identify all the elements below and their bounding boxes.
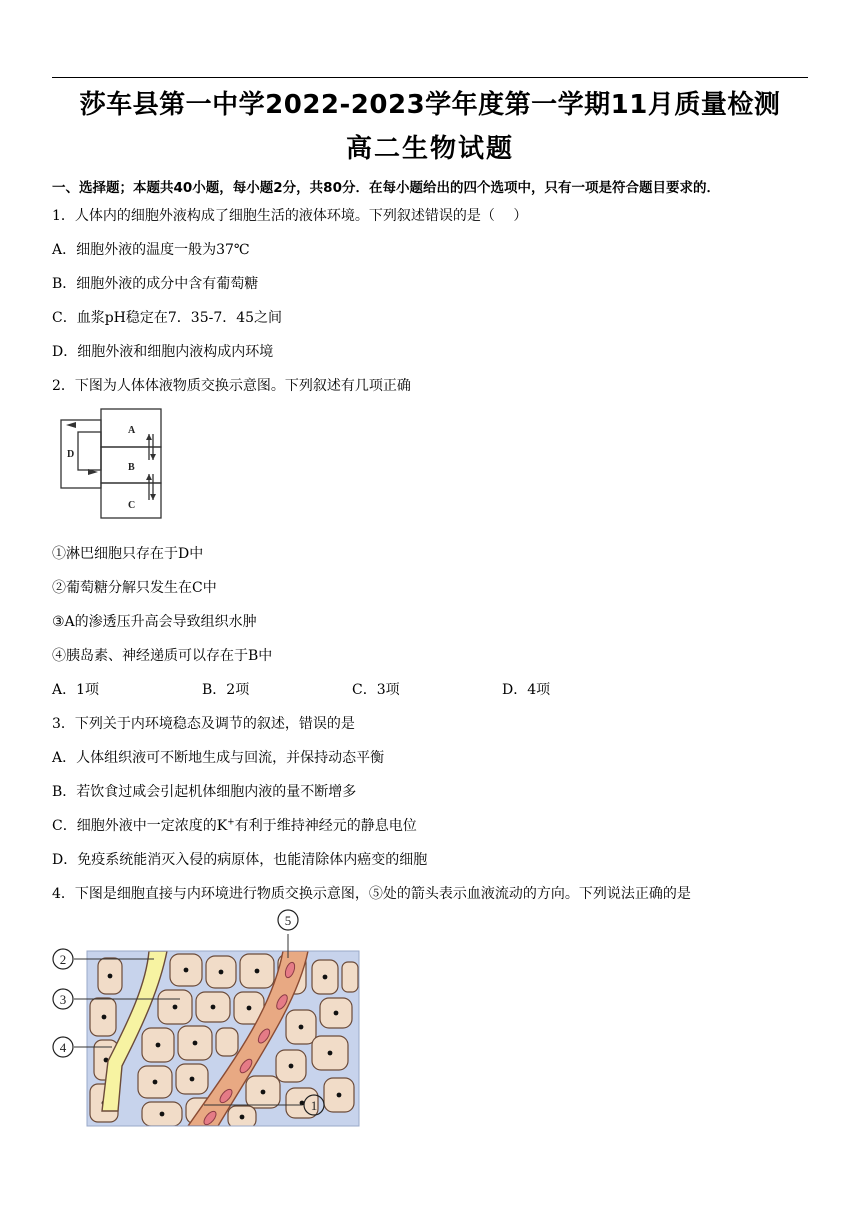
- page-subtitle: 高二生物试题: [345, 134, 514, 164]
- q3-option-c: [52, 815, 417, 835]
- q3-option-c-tail: 有利于维持神经元的静息电位: [234, 818, 417, 834]
- q3-option-a: A．人体组织液可不断地生成与回流，并保持动态平衡: [52, 750, 385, 766]
- q2-fluid-exchange-diagram: [56, 406, 180, 524]
- q3-option-d: D．免疫系统能消灭入侵的病原体，也能清除体内癌变的细胞: [52, 852, 428, 868]
- q3-option-c-sup: +: [227, 817, 235, 828]
- q2-statement-1: ①淋巴细胞只存在于D中: [52, 546, 204, 562]
- q4-circle-4-digit: 4: [59, 1040, 67, 1055]
- header-rule: [52, 77, 808, 78]
- q1-option-d: D．细胞外液和细胞内液构成内环境: [52, 344, 274, 360]
- page-title: 莎车县第一中学2022-2023学年度第一学期11月质量检测: [79, 90, 781, 120]
- section-heading: 一、选择题；本题共40小题，每小题2分，共80分．在每小题给出的四个选项中，只有一项是符合题目要求的．: [52, 180, 720, 196]
- q1-option-b: B．细胞外液的成分中含有葡萄糖: [52, 276, 259, 292]
- q4-circle-2-digit: 2: [59, 952, 67, 967]
- q4-circle-5-digit: 5: [284, 913, 292, 928]
- q1-option-a: A．细胞外液的温度一般为37℃: [52, 242, 250, 258]
- q3-stem: 3．下列关于内环境稳态及调节的叙述，错误的是: [52, 716, 355, 732]
- q2-stem: 2．下图为人体体液物质交换示意图。下列叙述有几项正确: [52, 378, 411, 394]
- q2-option-a: A．1项: [52, 682, 100, 698]
- q1-stem: 1．人体内的细胞外液构成了细胞生活的液体环境。下列叙述错误的是（ ）: [52, 208, 528, 224]
- q2-statement-3: ③A的渗透压升高会导致组织水肿: [52, 614, 257, 630]
- q2-statement-4: ④胰岛素、神经递质可以存在于B中: [52, 648, 273, 664]
- q2-label-a: A: [128, 425, 136, 436]
- q4-circle-3-digit: 3: [59, 992, 67, 1007]
- q2-option-c: C．3项: [352, 682, 400, 698]
- q4-tissue-diagram: [50, 906, 370, 1130]
- q3-option-c-text: C．细胞外液中一定浓度的K: [52, 818, 228, 834]
- q2-label-d: D: [67, 449, 75, 460]
- q2-label-b: B: [128, 462, 135, 473]
- q1-option-c: C．血浆pH稳定在7．35-7．45之间: [52, 310, 283, 326]
- q2-label-c: C: [128, 500, 136, 511]
- q4-stem: 4．下图是细胞直接与内环境进行物质交换示意图，⑤处的箭头表示血液流动的方向。下列说法正确的是: [52, 886, 691, 902]
- q2-option-b: B．2项: [202, 682, 250, 698]
- q4-circle-1-digit: 1: [310, 1098, 318, 1113]
- q2-statement-2: ②葡萄糖分解只发生在C中: [52, 580, 217, 596]
- q3-option-b: B．若饮食过咸会引起机体细胞内液的量不断增多: [52, 784, 357, 800]
- q2-option-d: D．4项: [502, 682, 551, 698]
